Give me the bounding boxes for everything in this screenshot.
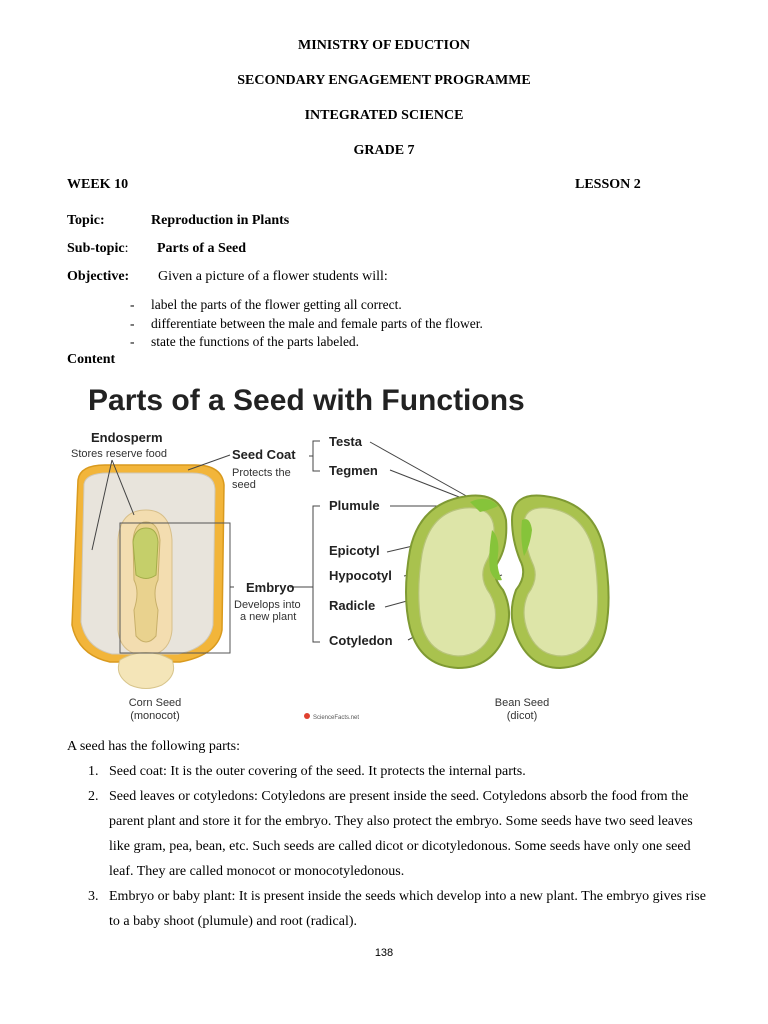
subtopic-label-row (67, 241, 128, 257)
bean-inner-left (419, 508, 496, 656)
bean-seed (406, 496, 609, 669)
figure-title: Parts of a Seed with Functions (88, 384, 525, 417)
topic-label: Topic: (67, 213, 105, 228)
bean-caption: (dicot) (506, 710, 538, 722)
subject-heading: INTEGRATED SCIENCE (304, 108, 464, 123)
embryo-desc: Develops into (234, 599, 301, 611)
list-number: 1. (88, 764, 99, 779)
objective-label: Objective: (67, 269, 130, 284)
radicle-label: Radicle (329, 598, 376, 613)
endosperm-label: Endosperm (91, 430, 163, 445)
topic-value: Reproduction in Plants (151, 213, 290, 228)
testa-pointer (370, 442, 470, 498)
objective-item: label the parts of the flower getting all correct. (151, 297, 402, 312)
objective-bullet: - (130, 334, 135, 349)
content-label: Content (67, 352, 116, 367)
embryo-label: Embryo (246, 580, 295, 595)
seed-coat-desc: seed (232, 479, 256, 491)
subtopic-value: Parts of a Seed (157, 241, 247, 256)
corn-caption: (monocot) (130, 710, 180, 722)
testa-label: Testa (329, 434, 362, 449)
objective-item: state the functions of the parts labeled. (151, 334, 360, 349)
programme-heading: SECONDARY ENGAGEMENT PROGRAMME (237, 73, 531, 88)
bean-caption: Bean Seed (494, 697, 550, 709)
corn-seed (72, 465, 230, 689)
subtopic-label: Sub-topic (67, 241, 125, 256)
endosperm-desc: Stores reserve food (71, 448, 167, 460)
corn-caption: Corn Seed (128, 697, 182, 709)
hypocotyl-label: Hypocotyl (329, 568, 392, 583)
ministry-heading: MINISTRY OF EDUCTION (298, 38, 470, 53)
seed-coat-label: Seed Coat (232, 447, 296, 462)
objective-bullet: - (130, 297, 135, 312)
seed-diagram (0, 370, 768, 730)
seed-coat-desc: Protects the (232, 467, 291, 479)
credit-text: ScienceFacts.net (313, 715, 360, 721)
seed-coat-bracket (309, 441, 320, 471)
epicotyl-label: Epicotyl (329, 543, 380, 558)
list-number: 2. (88, 789, 99, 804)
objective-bullet: - (130, 316, 135, 331)
list-item: Seed leaves or cotyledons: Cotyledons are present inside the seed. Cotyledons absorb the food from the parent plant and store it for the embryo. They also protect the embryo. Some seeds have two seed leaves like gram, pea, bean, etc. Such seeds are called dicot or dicotyledonous. Some seeds have only one seed leaf. They are called monocot or monocotyledonous. (109, 789, 693, 879)
lesson-label: LESSON 2 (575, 177, 641, 192)
list-item: Seed coat: It is the outer covering of the seed. It protects the internal parts. (109, 764, 526, 779)
list-item: Embryo or baby plant: It is present inside the seeds which develop into a new plant. The embryo gives rise to a baby shoot (plumule) and root (radical). (109, 889, 706, 929)
cotyledon-label: Cotyledon (329, 633, 393, 648)
week-label: WEEK 10 (67, 177, 129, 192)
page-number: 138 (374, 947, 394, 959)
objective-value: Given a picture of a flower students will: (158, 269, 388, 284)
tegmen-label: Tegmen (329, 463, 378, 478)
objective-item: differentiate between the male and female parts of the flower. (151, 316, 483, 331)
corn-tip (118, 653, 173, 689)
corn-plumule (133, 528, 158, 579)
embryo-desc: a new plant (240, 611, 297, 623)
subtopic-colon: : (124, 241, 129, 256)
grade-heading: GRADE 7 (353, 143, 415, 158)
body-intro: A seed has the following parts: (67, 739, 241, 754)
plumule-label: Plumule (329, 498, 380, 513)
credit-logo-icon (304, 713, 310, 719)
list-number: 3. (88, 889, 99, 904)
